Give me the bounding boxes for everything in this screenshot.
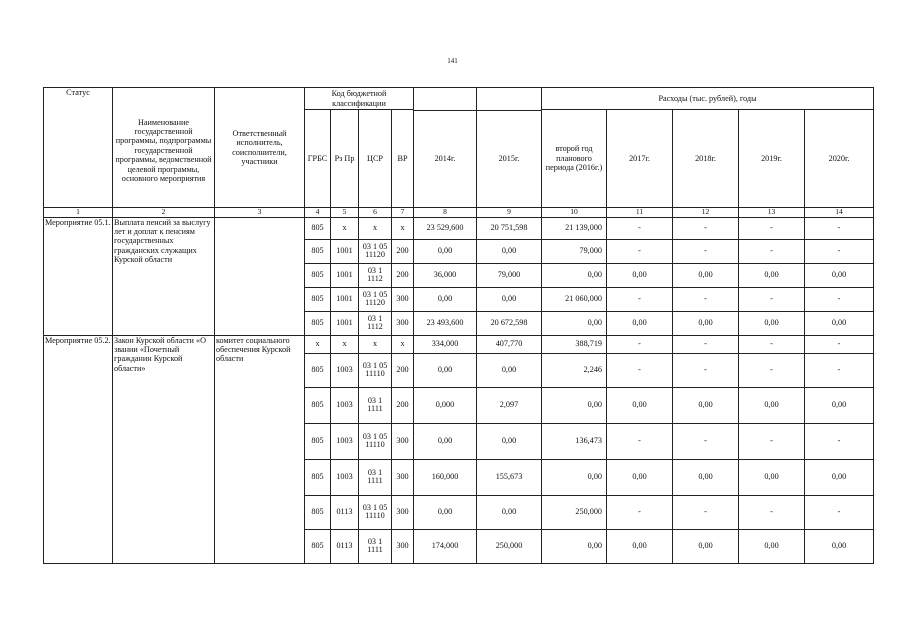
cell: - bbox=[739, 287, 805, 311]
cell: 0,00 bbox=[477, 495, 542, 529]
cell: 200 bbox=[392, 263, 414, 287]
header-2014: 2014г. bbox=[414, 111, 477, 208]
column-number: 7 bbox=[392, 208, 414, 218]
cell: 0,00 bbox=[414, 287, 477, 311]
column-number: 8 bbox=[414, 208, 477, 218]
cell: - bbox=[805, 287, 874, 311]
cell: 1001 bbox=[331, 239, 359, 263]
cell: - bbox=[607, 335, 673, 353]
cell: 23 493,600 bbox=[414, 311, 477, 335]
cell: 388,719 bbox=[542, 335, 607, 353]
header-2018: 2018г. bbox=[673, 110, 739, 208]
cell: 0,00 bbox=[673, 529, 739, 563]
cell: 0,00 bbox=[477, 353, 542, 387]
cell: 03 1 1112 bbox=[359, 263, 392, 287]
cell: 20 672,598 bbox=[477, 311, 542, 335]
cell: 36,000 bbox=[414, 263, 477, 287]
cell: - bbox=[805, 239, 874, 263]
cell: 1003 bbox=[331, 423, 359, 459]
cell: - bbox=[673, 335, 739, 353]
cell: х bbox=[392, 217, 414, 239]
cell: 0,00 bbox=[477, 423, 542, 459]
cell: 136,473 bbox=[542, 423, 607, 459]
cell: 0,00 bbox=[414, 423, 477, 459]
cell: - bbox=[673, 217, 739, 239]
cell: 0,00 bbox=[739, 263, 805, 287]
cell: - bbox=[607, 217, 673, 239]
budget-table bbox=[43, 87, 874, 564]
row-status: Мероприятие 05.2. bbox=[44, 335, 113, 563]
cell: 805 bbox=[305, 287, 331, 311]
header-rzpr: Рз Пр bbox=[331, 110, 359, 208]
column-number: 12 bbox=[673, 208, 739, 218]
cell: 805 bbox=[305, 423, 331, 459]
cell: 155,673 bbox=[477, 459, 542, 495]
cell: 03 1 05 11110 bbox=[359, 423, 392, 459]
cell: - bbox=[607, 423, 673, 459]
cell: 250,000 bbox=[477, 529, 542, 563]
cell: 300 bbox=[392, 495, 414, 529]
cell: 805 bbox=[305, 495, 331, 529]
cell: х bbox=[305, 335, 331, 353]
page-number: 141 bbox=[447, 57, 458, 65]
table-row bbox=[44, 217, 874, 239]
cell: 20 751,598 bbox=[477, 217, 542, 239]
cell: 0,00 bbox=[739, 311, 805, 335]
cell: 03 1 05 11110 bbox=[359, 495, 392, 529]
cell: 03 1 05 11120 bbox=[359, 287, 392, 311]
cell: - bbox=[607, 495, 673, 529]
cell: 805 bbox=[305, 217, 331, 239]
header-expenses: Расходы (тыс. рублей), годы bbox=[542, 88, 874, 110]
cell: - bbox=[607, 287, 673, 311]
cell: 805 bbox=[305, 387, 331, 423]
cell: 300 bbox=[392, 459, 414, 495]
cell: 0113 bbox=[331, 495, 359, 529]
row-name: Закон Курской области «О звании «Почетный гражданин Курской области» bbox=[113, 335, 215, 563]
cell: - bbox=[739, 239, 805, 263]
header-blank-8 bbox=[414, 88, 477, 111]
cell: 805 bbox=[305, 311, 331, 335]
cell: 0,00 bbox=[414, 353, 477, 387]
cell: 0,00 bbox=[673, 387, 739, 423]
header-2019: 2019г. bbox=[739, 110, 805, 208]
header-executor: Ответственный исполнитель, соисполнители, участники bbox=[215, 88, 305, 208]
header-vr: ВР bbox=[392, 110, 414, 208]
cell: 0113 bbox=[331, 529, 359, 563]
table-row bbox=[44, 335, 874, 353]
header-2020: 2020г. bbox=[805, 110, 874, 208]
cell: 0,00 bbox=[414, 495, 477, 529]
cell: - bbox=[607, 353, 673, 387]
row-executor bbox=[215, 217, 305, 335]
cell: 805 bbox=[305, 353, 331, 387]
cell: 0,00 bbox=[607, 387, 673, 423]
column-number: 11 bbox=[607, 208, 673, 218]
column-number: 5 bbox=[331, 208, 359, 218]
cell: 0,00 bbox=[673, 311, 739, 335]
cell: 23 529,600 bbox=[414, 217, 477, 239]
cell: - bbox=[673, 353, 739, 387]
cell: 0,00 bbox=[805, 263, 874, 287]
cell: 0,00 bbox=[607, 459, 673, 495]
header-2015: 2015г. bbox=[477, 111, 542, 208]
cell: 0,00 bbox=[739, 529, 805, 563]
cell: 334,000 bbox=[414, 335, 477, 353]
column-number: 4 bbox=[305, 208, 331, 218]
header-grbs: ГРБС bbox=[305, 110, 331, 208]
cell: 200 bbox=[392, 353, 414, 387]
column-number: 13 bbox=[739, 208, 805, 218]
cell: 805 bbox=[305, 529, 331, 563]
cell: 300 bbox=[392, 287, 414, 311]
cell: 0,00 bbox=[542, 311, 607, 335]
header-status: Статус bbox=[44, 88, 113, 208]
cell: х bbox=[359, 217, 392, 239]
cell: 1003 bbox=[331, 353, 359, 387]
cell: 79,000 bbox=[542, 239, 607, 263]
cell: 03 1 1112 bbox=[359, 311, 392, 335]
cell: - bbox=[673, 239, 739, 263]
cell: 805 bbox=[305, 239, 331, 263]
cell: - bbox=[805, 335, 874, 353]
cell: 300 bbox=[392, 529, 414, 563]
column-number: 14 bbox=[805, 208, 874, 218]
cell: 1003 bbox=[331, 387, 359, 423]
cell: 200 bbox=[392, 239, 414, 263]
cell: 0,00 bbox=[805, 529, 874, 563]
cell: 805 bbox=[305, 263, 331, 287]
cell: 0,00 bbox=[542, 263, 607, 287]
cell: 2,097 bbox=[477, 387, 542, 423]
cell: 0,00 bbox=[739, 459, 805, 495]
cell: - bbox=[739, 423, 805, 459]
cell: 300 bbox=[392, 423, 414, 459]
cell: - bbox=[673, 495, 739, 529]
cell: 407,770 bbox=[477, 335, 542, 353]
cell: 200 bbox=[392, 387, 414, 423]
column-number: 9 bbox=[477, 208, 542, 218]
cell: - bbox=[805, 423, 874, 459]
cell: 0,00 bbox=[739, 387, 805, 423]
cell: 21 060,000 bbox=[542, 287, 607, 311]
cell: х bbox=[331, 217, 359, 239]
cell: 0,00 bbox=[607, 529, 673, 563]
cell: 250,000 bbox=[542, 495, 607, 529]
cell: 0,00 bbox=[477, 239, 542, 263]
cell: - bbox=[673, 287, 739, 311]
cell: 805 bbox=[305, 459, 331, 495]
cell: - bbox=[673, 423, 739, 459]
column-number-row bbox=[44, 208, 874, 218]
cell: - bbox=[805, 353, 874, 387]
cell: 1003 bbox=[331, 459, 359, 495]
cell: 174,000 bbox=[414, 529, 477, 563]
cell: - bbox=[739, 217, 805, 239]
cell: 0,00 bbox=[542, 459, 607, 495]
cell: 0,00 bbox=[673, 459, 739, 495]
cell: - bbox=[805, 495, 874, 529]
cell: 0,00 bbox=[542, 387, 607, 423]
row-status: Мероприятие 05.1. bbox=[44, 217, 113, 335]
cell: 0,00 bbox=[607, 263, 673, 287]
cell: 79,000 bbox=[477, 263, 542, 287]
header-blank-9 bbox=[477, 88, 542, 111]
cell: 03 1 05 11110 bbox=[359, 353, 392, 387]
cell: 1001 bbox=[331, 311, 359, 335]
column-number: 6 bbox=[359, 208, 392, 218]
cell: - bbox=[805, 217, 874, 239]
cell: 160,000 bbox=[414, 459, 477, 495]
column-number: 3 bbox=[215, 208, 305, 218]
cell: 0,000 bbox=[414, 387, 477, 423]
row-executor: комитет социального обеспечения Курской области bbox=[215, 335, 305, 563]
cell: х bbox=[359, 335, 392, 353]
header-name: Наименование государственной программы, подпрограммы государственной программы, ведомственной целевой программы, основного мероприятия bbox=[113, 88, 215, 208]
cell: 0,00 bbox=[805, 387, 874, 423]
cell: 2,246 bbox=[542, 353, 607, 387]
cell: 03 1 1111 bbox=[359, 387, 392, 423]
cell: - bbox=[739, 335, 805, 353]
column-number: 1 bbox=[44, 208, 113, 218]
cell: 0,00 bbox=[607, 311, 673, 335]
cell: 03 1 1111 bbox=[359, 459, 392, 495]
cell: 21 139,000 bbox=[542, 217, 607, 239]
column-number: 2 bbox=[113, 208, 215, 218]
row-name: Выплата пенсий за выслугу лет и доплат к пенсиям государственных гражданских служащих Курской области bbox=[113, 217, 215, 335]
cell: 03 1 1111 bbox=[359, 529, 392, 563]
cell: 1001 bbox=[331, 263, 359, 287]
cell: 0,00 bbox=[673, 263, 739, 287]
cell: 0,00 bbox=[805, 311, 874, 335]
header-2017: 2017г. bbox=[607, 110, 673, 208]
header-budget-code: Код бюджетной классификации bbox=[305, 88, 414, 110]
cell: х bbox=[392, 335, 414, 353]
header-2016: второй год планового периода (2016г.) bbox=[542, 110, 607, 208]
cell: - bbox=[739, 495, 805, 529]
cell: х bbox=[331, 335, 359, 353]
cell: 03 1 05 11120 bbox=[359, 239, 392, 263]
header-csr: ЦСР bbox=[359, 110, 392, 208]
cell: 0,00 bbox=[477, 287, 542, 311]
cell: 300 bbox=[392, 311, 414, 335]
cell: 0,00 bbox=[805, 459, 874, 495]
cell: - bbox=[607, 239, 673, 263]
cell: 0,00 bbox=[414, 239, 477, 263]
cell: 1001 bbox=[331, 287, 359, 311]
column-number: 10 bbox=[542, 208, 607, 218]
cell: 0,00 bbox=[542, 529, 607, 563]
cell: - bbox=[739, 353, 805, 387]
